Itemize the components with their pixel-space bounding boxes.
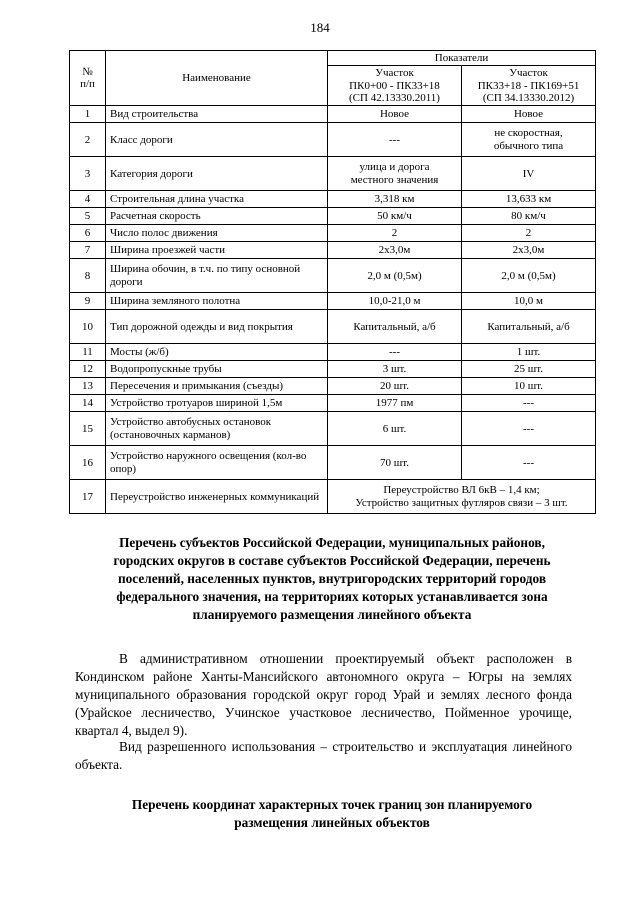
- row-value-section-a: Капитальный, а/б: [328, 310, 462, 344]
- row-number: 14: [70, 395, 106, 412]
- row-value-section-b: 2: [462, 225, 596, 242]
- row-name: Мосты (ж/б): [106, 344, 328, 361]
- table-row: [70, 157, 596, 191]
- table-body: [70, 106, 596, 514]
- row-name: Ширина земляного полотна: [106, 293, 328, 310]
- row-value-section-a: ---: [328, 123, 462, 157]
- table-row: [70, 208, 596, 225]
- header-number: № п/п: [70, 51, 106, 106]
- row-value-section-b: 10,0 м: [462, 293, 596, 310]
- row-name: Категория дороги: [106, 157, 328, 191]
- row-name: Класс дороги: [106, 123, 328, 157]
- row-value-section-b: 2,0 м (0,5м): [462, 259, 596, 293]
- row-number: 15: [70, 412, 106, 446]
- row-number: 17: [70, 480, 106, 514]
- row-name: Пересечения и примыкания (съезды): [106, 378, 328, 395]
- row-value-section-a: 2х3,0м: [328, 242, 462, 259]
- row-name: Водопропускные трубы: [106, 361, 328, 378]
- row-number: 11: [70, 344, 106, 361]
- table-header-row: [70, 51, 596, 66]
- table-row: [70, 378, 596, 395]
- row-value-section-a: 50 км/ч: [328, 208, 462, 225]
- row-value-section-b: Капитальный, а/б: [462, 310, 596, 344]
- row-value-section-a: 3,318 км: [328, 191, 462, 208]
- row-number: 1: [70, 106, 106, 123]
- row-value-section-a: 10,0-21,0 м: [328, 293, 462, 310]
- row-value-section-b: 10 шт.: [462, 378, 596, 395]
- table-row: [70, 412, 596, 446]
- row-name: Ширина обочин, в т.ч. по типу основной дороги: [106, 259, 328, 293]
- row-value-section-b: ---: [462, 446, 596, 480]
- row-value-section-b: Новое: [462, 106, 596, 123]
- row-name: Строительная длина участка: [106, 191, 328, 208]
- table-row: [70, 361, 596, 378]
- row-name: Число полос движения: [106, 225, 328, 242]
- row-number: 8: [70, 259, 106, 293]
- table-row: [70, 259, 596, 293]
- row-number: 10: [70, 310, 106, 344]
- row-number: 13: [70, 378, 106, 395]
- row-name: Устройство наружного освещения (кол-во опор): [106, 446, 328, 480]
- table-row: [70, 225, 596, 242]
- row-value-section-a: ---: [328, 344, 462, 361]
- row-value-section-b: 25 шт.: [462, 361, 596, 378]
- row-value-section-a: 2: [328, 225, 462, 242]
- header-section-b: Участок ПК33+18 - ПК169+51 (СП 34.13330.2012): [462, 66, 596, 106]
- row-value-section-b: ---: [462, 395, 596, 412]
- row-value-section-a: 6 шт.: [328, 412, 462, 446]
- row-value-section-a: 20 шт.: [328, 378, 462, 395]
- row-number: 12: [70, 361, 106, 378]
- table-row: [70, 446, 596, 480]
- row-value-section-b: 80 км/ч: [462, 208, 596, 225]
- row-value-section-a: улица и дорога местного значения: [328, 157, 462, 191]
- table-row: [70, 123, 596, 157]
- paragraph-permitted-use: Вид разрешенного использования – строительство и эксплуатация линейного объекта.: [75, 739, 572, 773]
- row-value-section-b: не скоростная, обычного типа: [462, 123, 596, 157]
- row-name: Вид строительства: [106, 106, 328, 123]
- row-value-section-a: 2,0 м (0,5м): [328, 259, 462, 293]
- row-number: 2: [70, 123, 106, 157]
- row-name: Переустройство инженерных коммуникаций: [106, 480, 328, 514]
- row-number: 5: [70, 208, 106, 225]
- row-name: Тип дорожной одежды и вид покрытия: [106, 310, 328, 344]
- row-value-section-b: 1 шт.: [462, 344, 596, 361]
- heading-coordinates: Перечень координат характерных точек границ зон планируемого размещения линейных объектов: [131, 797, 533, 831]
- row-name: Расчетная скорость: [106, 208, 328, 225]
- header-indicators: Показатели: [328, 51, 596, 66]
- row-name: Ширина проезжей части: [106, 242, 328, 259]
- table-row: [70, 191, 596, 208]
- table-row: [70, 480, 596, 514]
- paragraph-location: В административном отношении проектируемый объект расположен в Кондинском районе Ханты-Мансийского автономного округа – Югры на землях муниципального образования городской округ город Урай и землях лесного фонда (Урайское лесничество, Учинское участковое лесничество, Пойменное урочище, квартал 4, выдел 9).: [75, 651, 572, 739]
- row-value-section-a: 70 шт.: [328, 446, 462, 480]
- row-name: Устройство тротуаров шириной 1,5м: [106, 395, 328, 412]
- road-parameters-table: [69, 50, 596, 514]
- row-value-section-a: Новое: [328, 106, 462, 123]
- row-number: 16: [70, 446, 106, 480]
- table-row: [70, 293, 596, 310]
- table-row: [70, 395, 596, 412]
- row-value-section-b: ---: [462, 412, 596, 446]
- header-section-a: Участок ПК0+00 - ПК33+18 (СП 42.13330.2011): [328, 66, 462, 106]
- page-number: 184: [310, 20, 330, 35]
- row-number: 3: [70, 157, 106, 191]
- row-number: 9: [70, 293, 106, 310]
- row-value-section-a: 3 шт.: [328, 361, 462, 378]
- row-number: 7: [70, 242, 106, 259]
- table-row: [70, 242, 596, 259]
- table-row: [70, 106, 596, 123]
- row-value-section-a: 1977 пм: [328, 395, 462, 412]
- header-name: Наименование: [106, 51, 328, 106]
- row-value-section-b: 13,633 км: [462, 191, 596, 208]
- heading-subjects-list: Перечень субъектов Российской Федерации, муниципальных районов, городских округов в составе субъектов Российской Федерации, перечень поселений, населенных пунктов, внутригородских территорий городов федерального значения, на территориях которых устанавливается зона планируемого размещения линейного объекта: [113, 535, 551, 623]
- table-row: [70, 310, 596, 344]
- row-name: Устройство автобусных остановок (остановочных карманов): [106, 412, 328, 446]
- row-value-merged: Переустройство ВЛ 6кВ – 1,4 км; Устройство защитных футляров связи – 3 шт.: [328, 480, 596, 514]
- table-row: [70, 344, 596, 361]
- row-value-section-b: 2х3,0м: [462, 242, 596, 259]
- row-value-section-b: IV: [462, 157, 596, 191]
- row-number: 6: [70, 225, 106, 242]
- row-number: 4: [70, 191, 106, 208]
